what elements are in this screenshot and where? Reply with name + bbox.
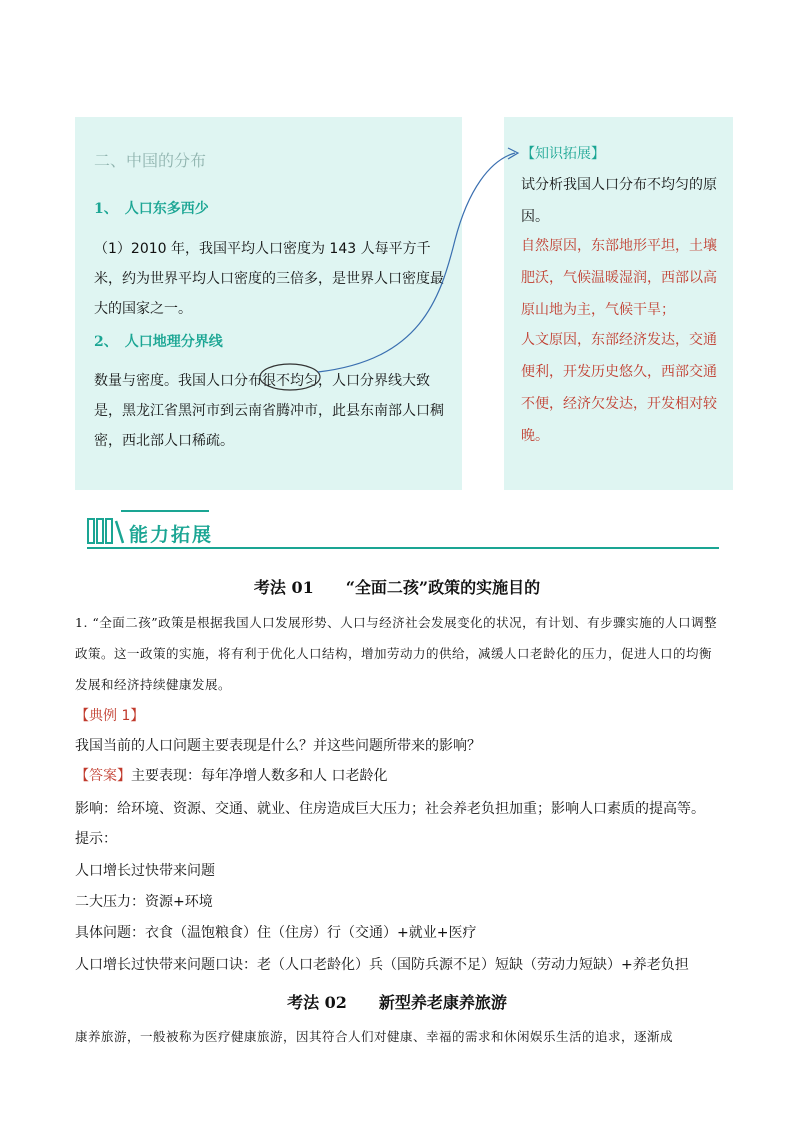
impact-text: 影响：给环境、资源、交通、就业、住房造成巨大压力；社会养老负担加重；影响人口素质的提高等。 xyxy=(75,801,705,817)
answer-text: 主要表现：每年净增人数多和人 口老龄化 xyxy=(131,768,388,784)
circled-word: 不均匀 xyxy=(276,373,318,389)
left-panel-title: 二、中国的分布 xyxy=(94,151,207,170)
knowledge-question: 试分析我国人口分布不均匀的原因。 xyxy=(521,177,717,225)
natural-reasons-a: 自然原因，东部地形平坦， xyxy=(521,238,689,254)
subheading-1: 1、 人口东多西少 xyxy=(94,201,209,217)
paragraph-boundary-suffix: ，人口分界线大致是，黑龙江省黑河市到云南省腾冲市，此县东南部人口稠密，西北部人口稀疏。 xyxy=(94,373,444,449)
paragraph-boundary-prefix: 数量与密度。我国人口分布很 xyxy=(94,373,276,389)
banner-bottom-line xyxy=(87,547,719,549)
banner-top-line xyxy=(121,510,209,512)
natural-reasons-b: 土壤肥沃，气候温暖湿润，西部以高原山地为主，气候干旱； xyxy=(521,238,717,318)
hint-line-2: 二大压力：资源+环境 xyxy=(75,894,213,910)
curve-line xyxy=(318,153,515,372)
example-question: 我国当前的人口问题主要表现是什么？并这些问题所带来的影响？ xyxy=(75,738,481,754)
hint-line-1: 人口增长过快带来问题 xyxy=(75,863,215,879)
banner-title: 能力拓展 xyxy=(129,524,214,546)
answer-label: 【答案】 xyxy=(75,768,131,784)
section-2-paragraph: 康养旅游，一般被称为医疗健康旅游，因其符合人们对健康、幸福的需求和休闲娱乐生活的追求，逐渐成 xyxy=(75,1029,674,1044)
hint-line-4: 人口增长过快带来问题口诀：老（人口老龄化）兵（国防兵源不足）短缺（劳动力短缺）+养老负担 xyxy=(75,957,689,973)
section-1-title: 考法 01 “全面二孩”政策的实施目的 xyxy=(253,578,541,597)
section-2-title: 考法 02 新型养老康养旅游 xyxy=(287,993,507,1012)
subheading-2: 2、 人口地理分界线 xyxy=(94,334,223,350)
example-label: 【典例 1】 xyxy=(75,708,145,724)
paragraph-density: （1）2010 年，我国平均人口密度为 143 人每平方千米，约为世界平均人口密度的三倍多，是世界人口密度最大的国家之一。 xyxy=(94,241,444,317)
knowledge-expansion-heading: 【知识拓展】 xyxy=(521,146,605,162)
circle-mark xyxy=(260,364,320,390)
books-icon xyxy=(87,513,127,545)
annotation-arrow-icon xyxy=(0,0,794,500)
human-reasons: 人文原因，东部经济发达，交通便利，开发历史悠久，西部交通不便，经济欠发达，开发相对较晚。 xyxy=(521,332,717,444)
section-1-paragraph: 1. “全面二孩”政策是根据我国人口发展形势、人口与经济社会发展变化的状况，有计划、有步骤实施的人口调整政策。这一政策的实施，将有利于优化人口结构，增加劳动力的供给，减缓人口老龄化的压力，促进人口的均衡发展和经济持续健康发展。 xyxy=(75,615,718,692)
banner xyxy=(87,510,719,550)
hint-label: 提示： xyxy=(75,831,117,847)
answer xyxy=(75,761,387,791)
hint-line-3: 具体问题：衣食（温饱粮食）住（住房）行（交通）+就业+医疗 xyxy=(75,925,477,941)
